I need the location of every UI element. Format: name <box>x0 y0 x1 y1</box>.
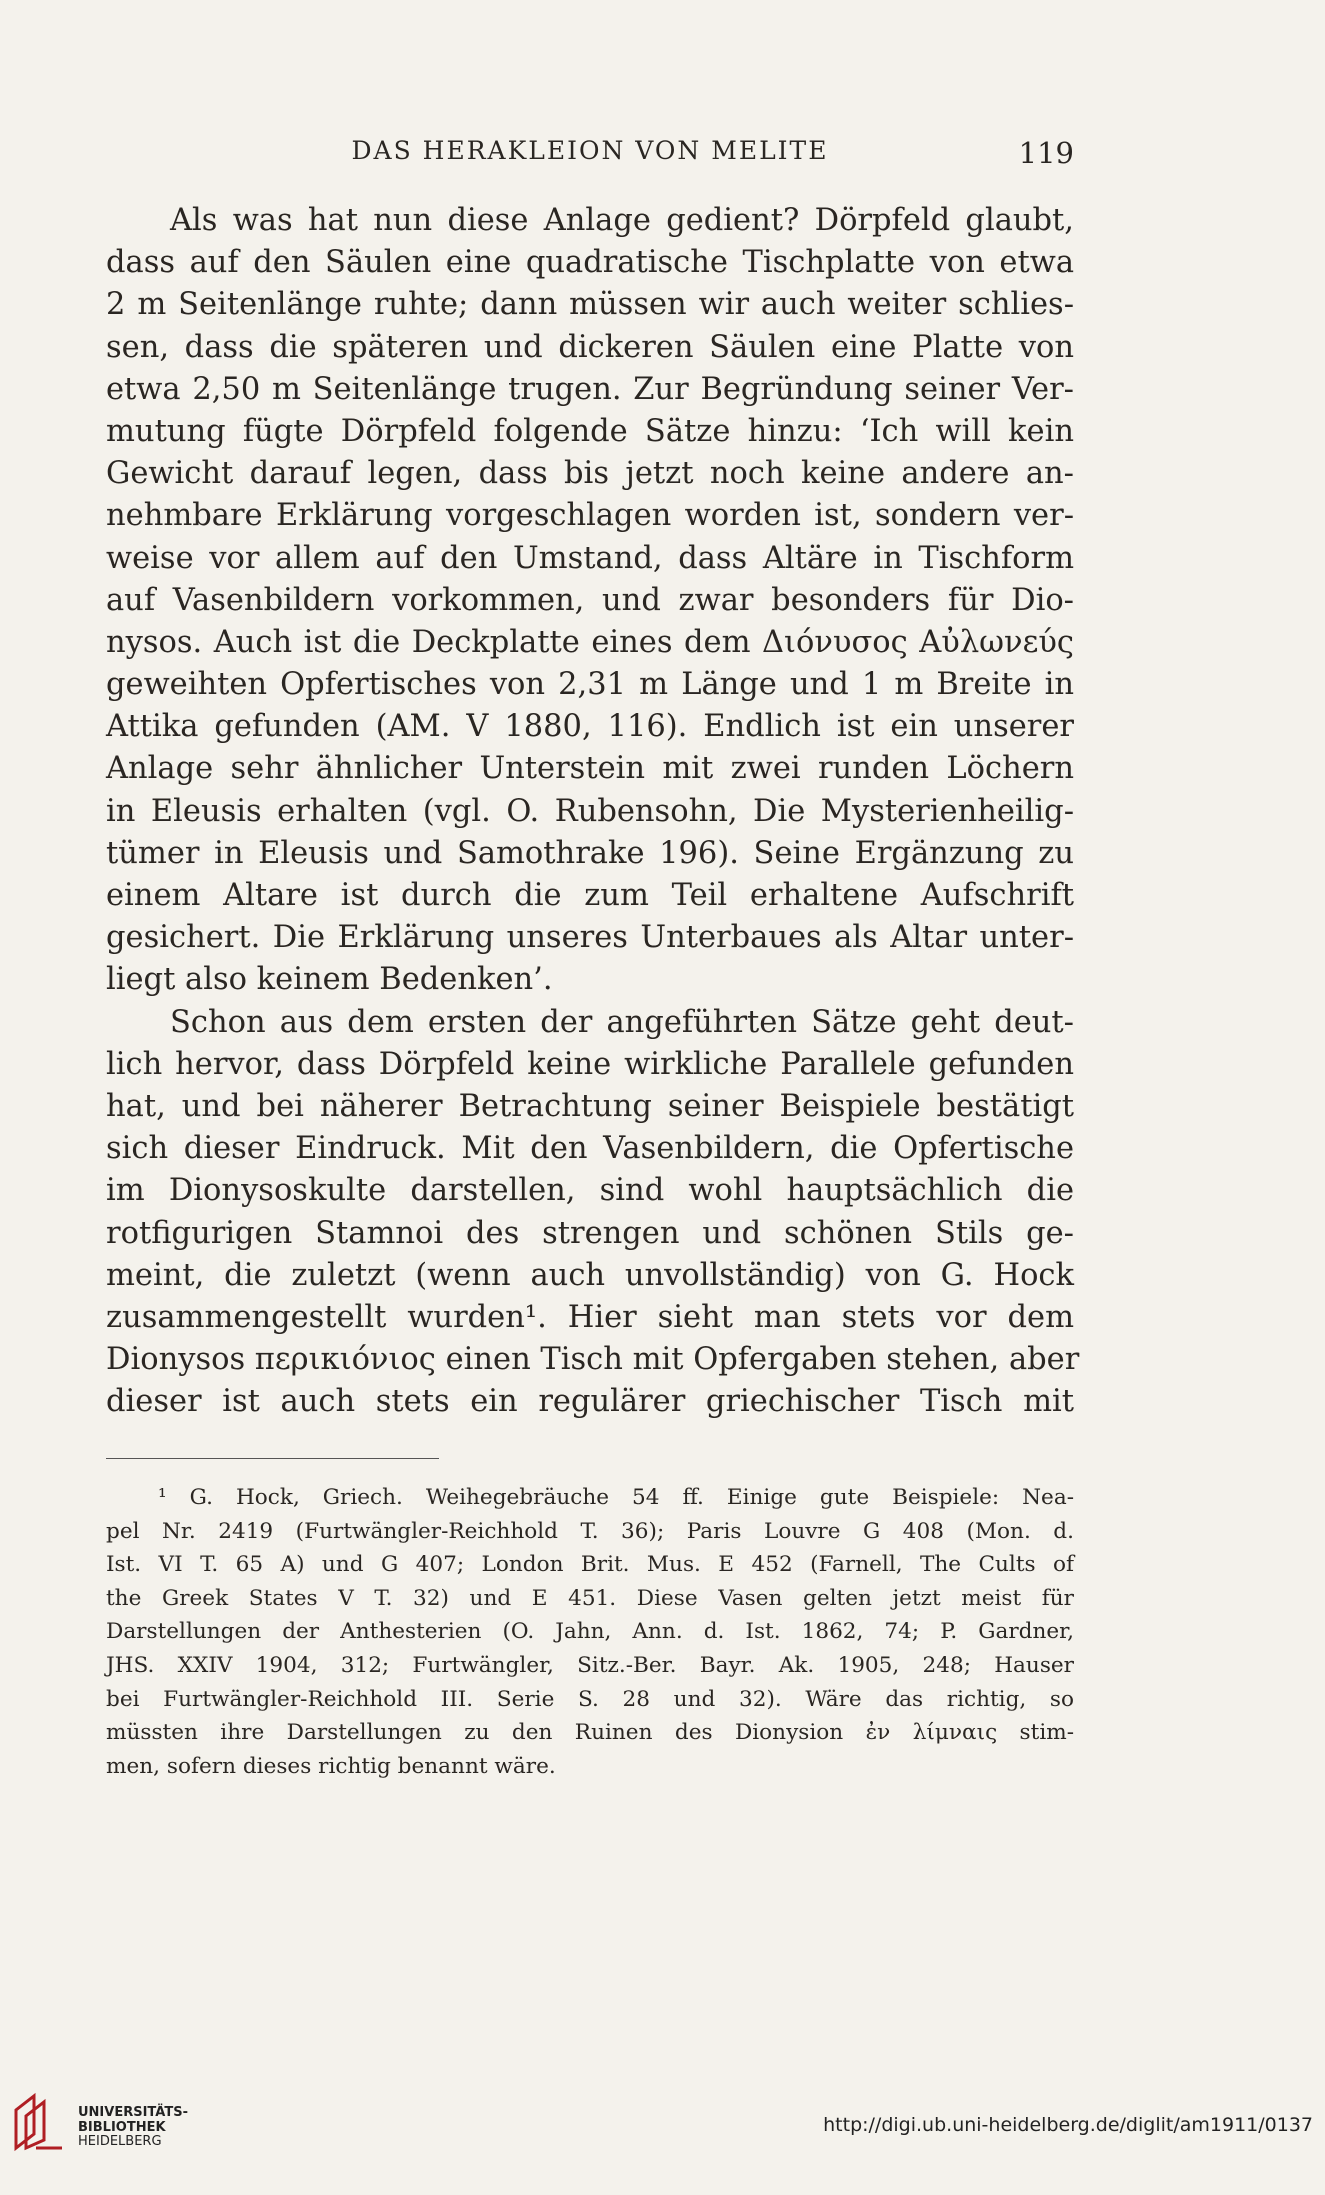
footnote-line: ¹ G. Hock, Griech. Weihegebräuche 54 ff. Einige gute Beispiele: Nea- <box>158 1485 1074 1510</box>
footnote-line: men, sofern dieses richtig benannt wäre. <box>106 1753 556 1779</box>
body-text <box>106 200 1080 1423</box>
text-line: Als was hat nun diese Anlage gedient? Dörpfeld glaubt, <box>170 203 1074 238</box>
text-line: dieser ist auch stets ein regulärer griechischer Tisch mit <box>106 1384 1074 1420</box>
text-line: mutung fügte Dörpfeld folgende Sätze hinzu: ‘Ich will kein <box>106 413 1074 449</box>
text-line: Gewicht darauf legen, dass bis jetzt noch keine andere an- <box>106 456 1074 492</box>
text-line: rotfigurigen Stamnoi des strengen und schönen Stils ge- <box>106 1215 1074 1251</box>
ub-heidelberg-logo-icon <box>12 2092 68 2152</box>
text-line: Schon aus dem ersten der angeführten Sätze geht deut- <box>170 1004 1074 1040</box>
digitization-footer <box>0 2080 1325 2195</box>
text-line: 2 m Seitenlänge ruhte; dann müssen wir auch weiter schlies- <box>106 287 1074 323</box>
text-line: nehmbare Erklärung vorgeschlagen worden ist, sondern ver- <box>106 498 1074 534</box>
footnote-rule <box>106 1458 439 1459</box>
footnote-line: pel Nr. 2419 (Furtwängler-Reichhold T. 36); Paris Louvre G 408 (Mon. d. <box>106 1518 1074 1544</box>
text-line: sen, dass die späteren und dickeren Säulen eine Platte von <box>106 329 1074 365</box>
text-line: gesichert. Die Erklärung unseres Unterbaues als Altar unter- <box>106 920 1074 956</box>
text-line: liegt also keinem Bedenken’. <box>106 962 553 998</box>
institution-name <box>78 2106 188 2150</box>
text-line: Dionysos περικιόνιος einen Tisch mit Opfergaben stehen, aber <box>106 1342 1080 1378</box>
text-line: hat, und bei näherer Betrachtung seiner Beispiele bestätigt <box>106 1088 1074 1124</box>
source-url-link[interactable]: http://digi.ub.uni-heidelberg.de/diglit/am1911/0137 <box>823 2114 1313 2136</box>
footnotes <box>106 1481 1074 1783</box>
footnote-line: bei Furtwängler-Reichhold III. Serie S. 28 und 32). Wäre das richtig, so <box>106 1686 1074 1712</box>
text-line: geweihten Opfertisches von 2,31 m Länge und 1 m Breite in <box>106 667 1074 703</box>
text-line: dass auf den Säulen eine quadratische Tischplatte von etwa <box>106 245 1074 281</box>
running-head <box>106 136 1074 176</box>
text-line: meint, die zuletzt (wenn auch unvollständig) von G. Hock <box>106 1257 1074 1293</box>
running-title: DAS HERAKLEION VON MELITE <box>351 136 829 165</box>
institution-line: HEIDELBERG <box>78 2134 162 2149</box>
text-line: zusammengestellt wurden¹. Hier sieht man stets vor dem <box>106 1299 1074 1335</box>
text-line: Anlage sehr ähnlicher Unterstein mit zwei runden Löchern <box>106 751 1074 787</box>
text-line: einem Altare ist durch die zum Teil erhaltene Aufschrift <box>106 878 1074 913</box>
text-line: auf Vasenbildern vorkommen, und zwar besonders für Dio- <box>106 582 1074 618</box>
text-line: weise vor allem auf den Umstand, dass Altäre in Tischform <box>106 540 1074 576</box>
text-line: Attika gefunden (AM. V 1880, 116). Endlich ist ein unserer <box>106 709 1074 745</box>
footnote-line: the Greek States V T. 32) und E 451. Diese Vasen gelten jetzt meist für <box>106 1585 1074 1611</box>
text-line: nysos. Auch ist die Deckplatte eines dem Διόνυσος Αὐλωνεύς <box>106 624 1074 660</box>
footnote-line: JHS. XXIV 1904, 312; Furtwängler, Sitz.-Ber. Bayr. Ak. 1905, 248; Hauser <box>106 1652 1074 1678</box>
text-line: lich hervor, dass Dörpfeld keine wirkliche Parallele gefunden <box>106 1046 1074 1082</box>
footnote-line: Ist. VI T. 65 A) und G 407; London Brit. Mus. E 452 (Farnell, The Cults of <box>106 1552 1074 1578</box>
text-line: in Eleusis erhalten (vgl. O. Rubensohn, Die Mysterienheilig- <box>106 793 1074 829</box>
institution-line: UNIVERSITÄTS- <box>78 2105 188 2120</box>
page-number: 119 <box>1018 136 1074 170</box>
footnote-line: müssten ihre Darstellungen zu den Ruinen des Dionysion ἐν λίμναις stim- <box>106 1720 1074 1746</box>
footnote-line: Darstellungen der Anthesterien (O. Jahn, Ann. d. Ist. 1862, 74; P. Gardner, <box>106 1619 1074 1645</box>
text-line: im Dionysoskulte darstellen, sind wohl hauptsächlich die <box>106 1173 1074 1209</box>
text-line: sich dieser Eindruck. Mit den Vasenbildern, die Opfertische <box>106 1131 1074 1167</box>
institution-line: BIBLIOTHEK <box>78 2119 166 2135</box>
text-line: tümer in Eleusis und Samothrake 196). Seine Ergänzung zu <box>106 835 1074 871</box>
text-line: etwa 2,50 m Seitenlänge trugen. Zur Begründung seiner Ver- <box>106 371 1074 407</box>
